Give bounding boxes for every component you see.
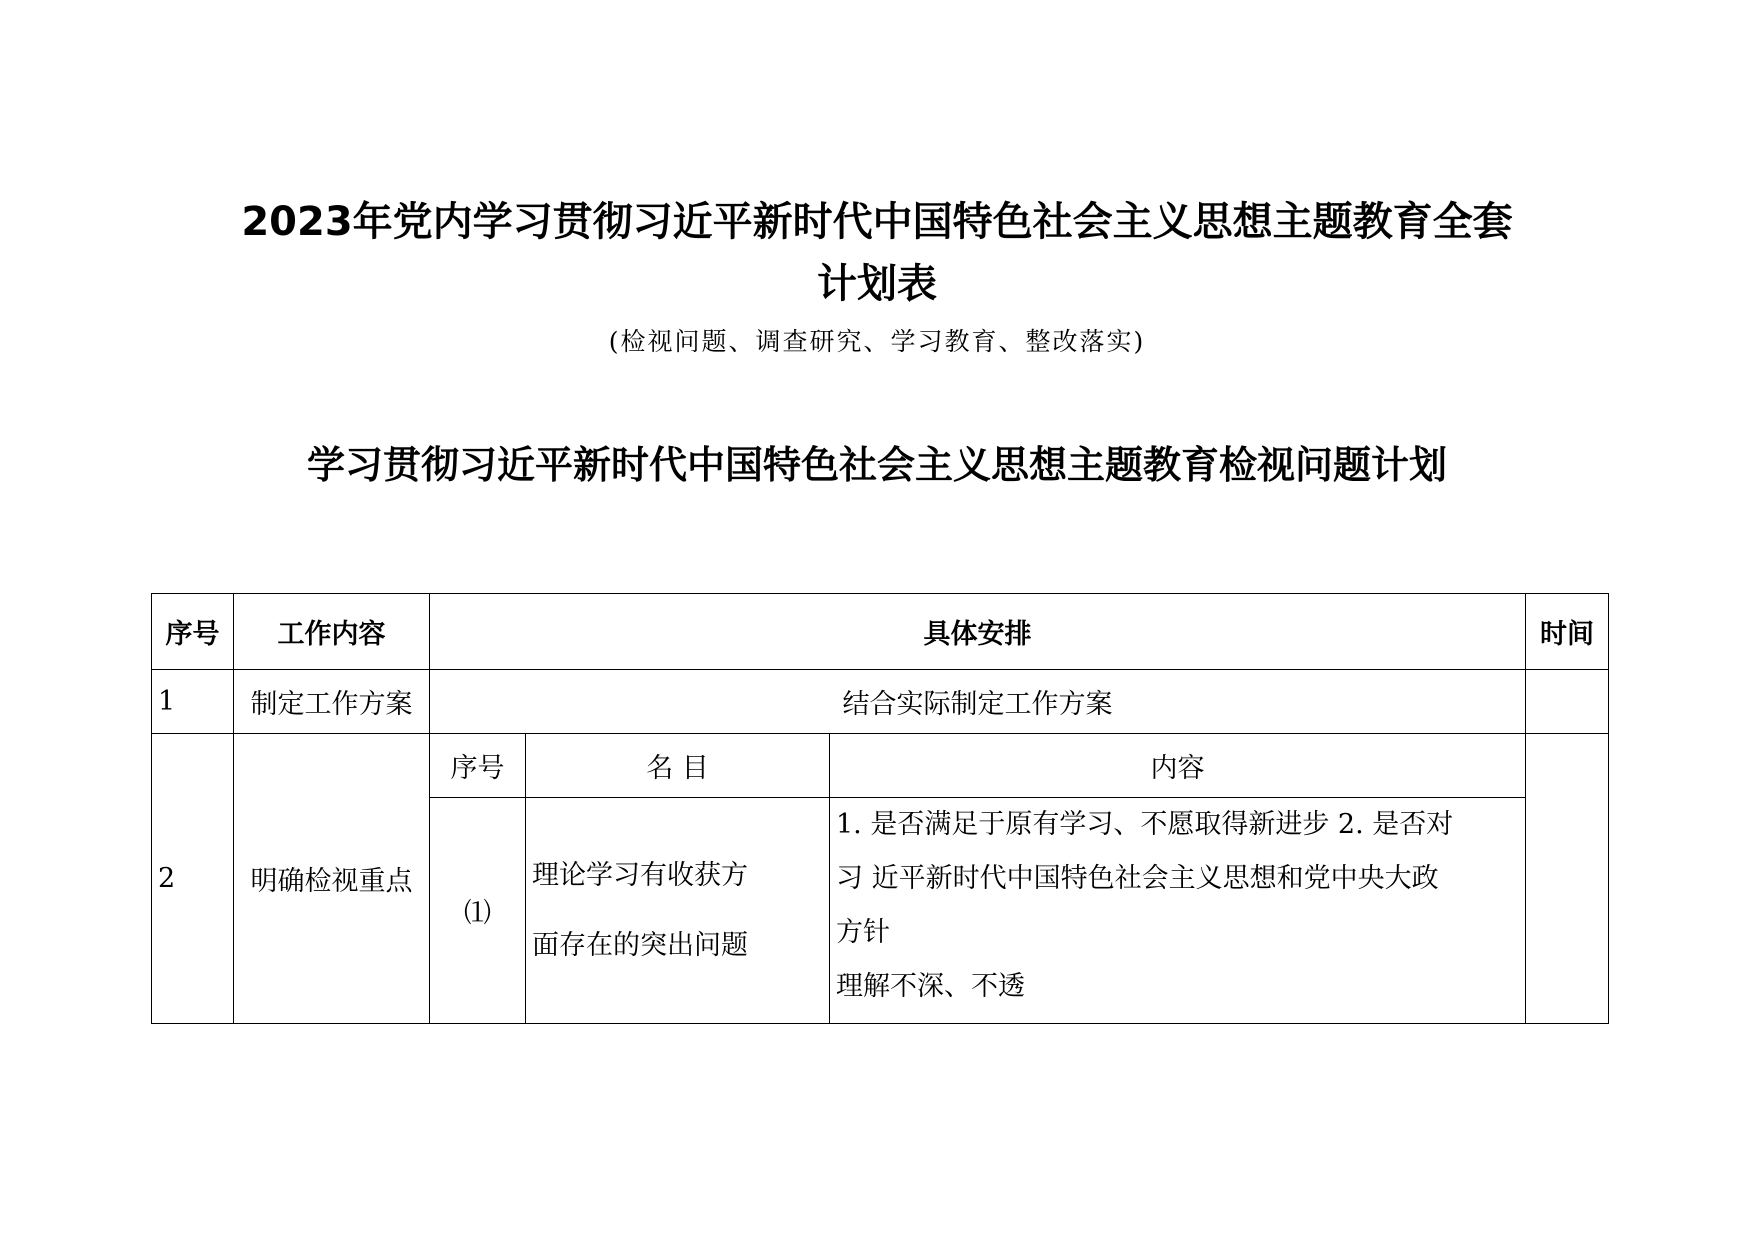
header-time: 时间: [1526, 594, 1609, 670]
document-subtitle: (检视问题、调查研究、学习教育、整改落实): [608, 327, 1146, 356]
section-title: 学习贯彻习近平新时代中国特色社会主义思想主题教育检视问题计划: [306, 443, 1447, 487]
header-arrangement: 具体安排: [430, 594, 1526, 670]
sub-header-content: 内容: [830, 734, 1526, 798]
sub-header-name: 名 目: [526, 734, 830, 798]
plan-table: [151, 593, 1609, 1024]
header-work-content: 工作内容: [234, 594, 430, 670]
document-title: 2023年党内学习贯彻习近平新时代中国特色社会主义思想主题教育全套: [241, 199, 1513, 245]
sub-item-name: 理论学习有收获方 面存在的突出问题: [526, 798, 830, 1024]
row-index: 2: [152, 734, 234, 1024]
row-work-content: 制定工作方案: [234, 670, 430, 734]
table-row: [152, 670, 1609, 734]
table-row: [152, 734, 1609, 798]
sub-item-index: ⑴: [430, 798, 526, 1024]
sub-item-content: 1. 是否满足于原有学习、不愿取得新进步 2. 是否对 习 近平新时代中国特色社会主义思想和党中央大政 方针 理解不深、不透: [830, 798, 1526, 1024]
table-header-row: [152, 594, 1609, 670]
row-time: [1526, 734, 1609, 1024]
row-index: 1: [152, 670, 234, 734]
row-arrangement: 结合实际制定工作方案: [430, 670, 1526, 734]
sub-header-index: 序号: [430, 734, 526, 798]
row-work-content: 明确检视重点: [234, 734, 430, 1024]
header-index: 序号: [152, 594, 234, 670]
document-title-continued: 计划表: [817, 261, 937, 307]
row-time: [1526, 670, 1609, 734]
